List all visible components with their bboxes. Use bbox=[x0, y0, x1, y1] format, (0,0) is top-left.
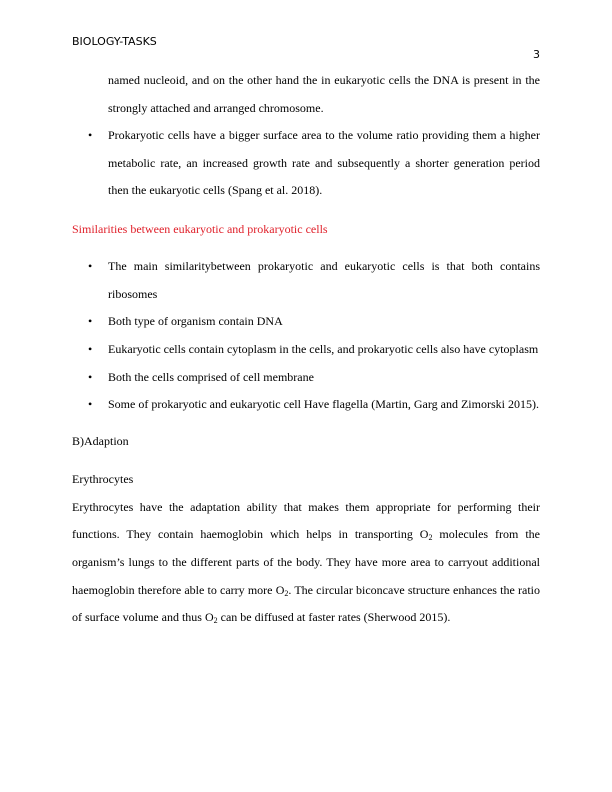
bullet-icon: • bbox=[88, 370, 93, 384]
bullet-icon: • bbox=[88, 314, 93, 328]
bullet-icon: • bbox=[88, 342, 93, 356]
bullet-icon: • bbox=[88, 128, 93, 142]
list-item-line: Prokaryotic cells have a bigger surface area to the volume ratio providing them a higher bbox=[108, 128, 540, 142]
paragraph-line: Erythrocytes have the adaptation ability that makes them appropriate for performing their bbox=[72, 500, 540, 514]
section-heading: B)Adaption bbox=[72, 434, 129, 448]
list-item-line: then the eukaryotic cells (Spang et al. 2018). bbox=[108, 183, 323, 197]
paragraph-line: functions. They contain haemoglobin which helps in transporting $O_2$ molecules from the bbox=[72, 527, 540, 542]
list-item-line: metabolic rate, an increased growth rate and subsequently a shorter generation period bbox=[108, 156, 540, 170]
list-item: Both type of organism contain DNA bbox=[108, 314, 283, 328]
paragraph-line: named nucleoid, and on the other hand the in eukaryotic cells the DNA is present in the bbox=[108, 73, 540, 87]
list-item: Some of prokaryotic and eukaryotic cell Have flagella (Martin, Garg and Zimorski 2015). bbox=[108, 397, 539, 411]
list-item-line: ribosomes bbox=[108, 287, 158, 301]
bullet-icon: • bbox=[88, 259, 93, 273]
paragraph-line: haemoglobin therefore able to carry more $O_2$. The circular biconcave structure enhances the ratio bbox=[72, 583, 541, 598]
paragraph-line: organism’s lungs to the different parts of the body. They have more area to carryout additional bbox=[72, 555, 540, 569]
section-heading: Similarities between eukaryotic and prokaryotic cells bbox=[72, 222, 328, 236]
bullet-icon: • bbox=[88, 397, 93, 411]
paragraph-line: of surface volume and thus $O_2$ can be diffused at faster rates (Sherwood 2015). bbox=[72, 610, 451, 625]
running-header: BIOLOGY-TASKS bbox=[72, 35, 157, 48]
list-item: Eukaryotic cells contain cytoplasm in the cells, and prokaryotic cells also have cytoplasm bbox=[108, 342, 539, 356]
paragraph-line: strongly attached and arranged chromosome. bbox=[108, 101, 324, 115]
subheading: Erythrocytes bbox=[72, 472, 134, 486]
page-number: 3 bbox=[533, 48, 540, 61]
list-item: Both the cells comprised of cell membrane bbox=[108, 370, 314, 384]
list-item-line: The main similaritybetween prokaryotic and eukaryotic cells is that both contains bbox=[108, 259, 540, 273]
